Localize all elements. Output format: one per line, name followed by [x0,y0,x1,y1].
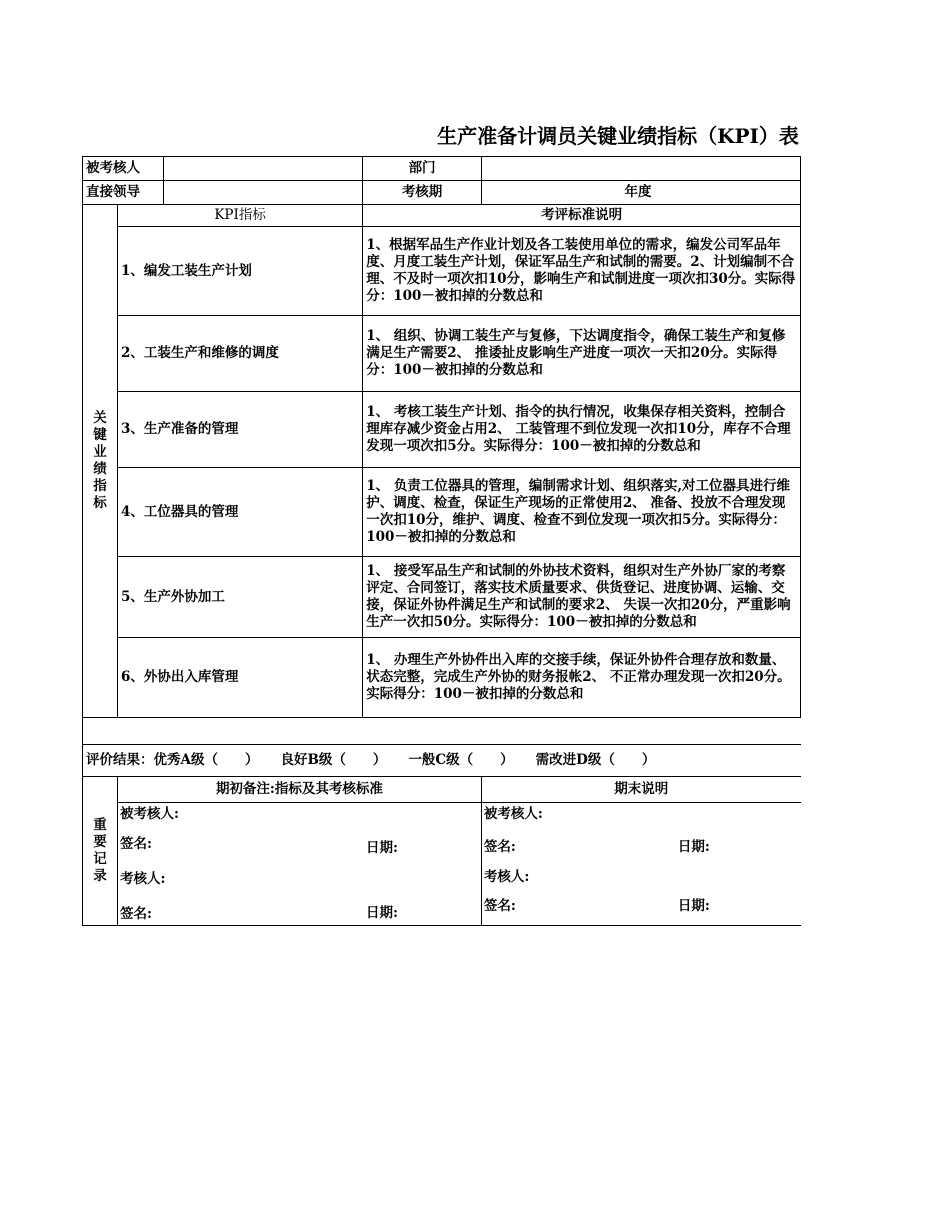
dept-value[interactable] [481,157,800,181]
kpi-indicator-4: 4、工位器具的管理 [117,468,362,557]
final-sign-label-1: 签名: [483,839,516,855]
kpi-indicator-6: 6、外协出入库管理 [117,638,362,718]
kpi-section-label: 关 键 业 绩 指 标 [83,205,118,718]
kpi-col-indicator: KPI指标 [117,205,362,227]
kpi-criteria-5: 1、 接受军品生产和试制的外协技术资料，组织对生产外协厂家的考察评定、合同签订，落实技术质量要求、供货登记、进度协调、运输、交接，保证外协件满足生产和试制的要求2、 失误一次扣20分，严重影响生产一次扣50分。实际得分：100－被扣掉的分数总和 [363,557,801,638]
kpi-criteria-1: 1、根据军品生产作业计划及各工装使用单位的需求，编发公司军品年度、月度工装生产计划，保证军品生产和试制的需要。2、计划编制不合理、不及时一项次扣10分，影响生产和试制进度一项次扣30分。实际得分：100－被扣掉的分数总和 [363,227,801,316]
dept-label: 部门 [363,157,482,181]
kpi-indicator-5: 5、生产外协加工 [117,557,362,638]
kpi-criteria-3: 1、 考核工装生产计划、指令的执行情况，收集保存相关资料，控制合理库存减少资金占用2、 工装管理不到位发现一次扣10分，库存不合理发现一项次扣5分。实际得分：100－被扣掉的分数总和 [363,392,801,468]
final-notes-title: 期末说明 [481,777,800,803]
kpi-col-criteria: 考评标准说明 [363,205,801,227]
leader-label: 直接领导 [83,181,164,205]
kpi-criteria-4: 1、 负责工位器具的管理，编制需求计划、组织落实,对工位器具进行维护、调度、检查，保证生产现场的正常使用2、 准备、投放不合理发现一次扣10分，维护、调度、检查不到位发现一项次扣5分。实际得分：100－被扣掉的分数总和 [363,468,801,557]
final-sign-label-2: 签名: [483,898,516,914]
grade-b[interactable]: 良好B级（ ） [280,752,387,768]
kpi-indicator-1: 1、编发工装生产计划 [117,227,362,316]
kpi-row-5 [83,557,801,638]
records-body-row [83,803,801,926]
final-notes-cell[interactable] [481,803,800,926]
kpi-row-3 [83,392,801,468]
kpi-criteria-2: 1、 组织、协调工装生产与复修，下达调度指令，确保工装生产和复修满足生产需要2、 推诿扯皮影响生产进度一项次一天扣20分。实际得分：100－被扣掉的分数总和 [363,316,801,392]
kpi-row-4 [83,468,801,557]
leader-value[interactable] [163,181,362,205]
assessee-value[interactable] [163,157,362,181]
final-date-label-2: 日期: [677,898,710,914]
kpi-table [82,156,801,926]
final-assessee-label: 被考核人: [483,806,543,822]
initial-sign-label-2: 签名: [119,906,152,922]
kpi-column-header-row [83,205,801,227]
kpi-row-2 [83,316,801,392]
evaluation-row [83,745,801,777]
kpi-indicator-2: 2、工装生产和维修的调度 [117,316,362,392]
spacer-row [83,718,801,745]
final-assessor-label: 考核人: [483,869,530,885]
kpi-indicator-3: 3、生产准备的管理 [117,392,362,468]
period-value[interactable]: 年度 [481,181,800,205]
grade-a[interactable]: 优秀A级（ ） [153,752,259,768]
page-title: 生产准备计调员关键业绩指标（KPI）表 [437,124,799,148]
grade-c[interactable]: 一般C级（ ） [408,752,514,768]
evaluation-cell [83,745,801,777]
initial-date-label-2: 日期: [365,905,398,921]
kpi-criteria-6: 1、 办理生产外协件出入库的交接手续，保证外协件合理存放和数量、状态完整，完成生产外协的财务报帐2、 不正常办理发现一次扣20分。实际得分：100－被扣掉的分数总和 [363,638,801,718]
initial-assessee-label: 被考核人: [119,806,179,822]
grade-d[interactable]: 需改进D级（ ） [535,752,656,768]
initial-assessor-label: 考核人: [119,871,166,887]
kpi-row-1 [83,227,801,316]
evaluation-label: 评价结果： [86,752,154,768]
header-row-1 [83,157,801,181]
final-date-label-1: 日期: [677,839,710,855]
records-section-label: 重 要 记 录 [83,777,118,926]
initial-notes-cell[interactable] [117,803,481,926]
initial-date-label-1: 日期: [365,840,398,856]
kpi-row-6 [83,638,801,718]
records-header-row [83,777,801,803]
header-row-2 [83,181,801,205]
initial-notes-title: 期初备注:指标及其考核标准 [117,777,481,803]
spacer-cell [83,718,801,745]
initial-sign-label-1: 签名: [119,836,152,852]
period-label: 考核期 [363,181,482,205]
assessee-label: 被考核人 [83,157,164,181]
